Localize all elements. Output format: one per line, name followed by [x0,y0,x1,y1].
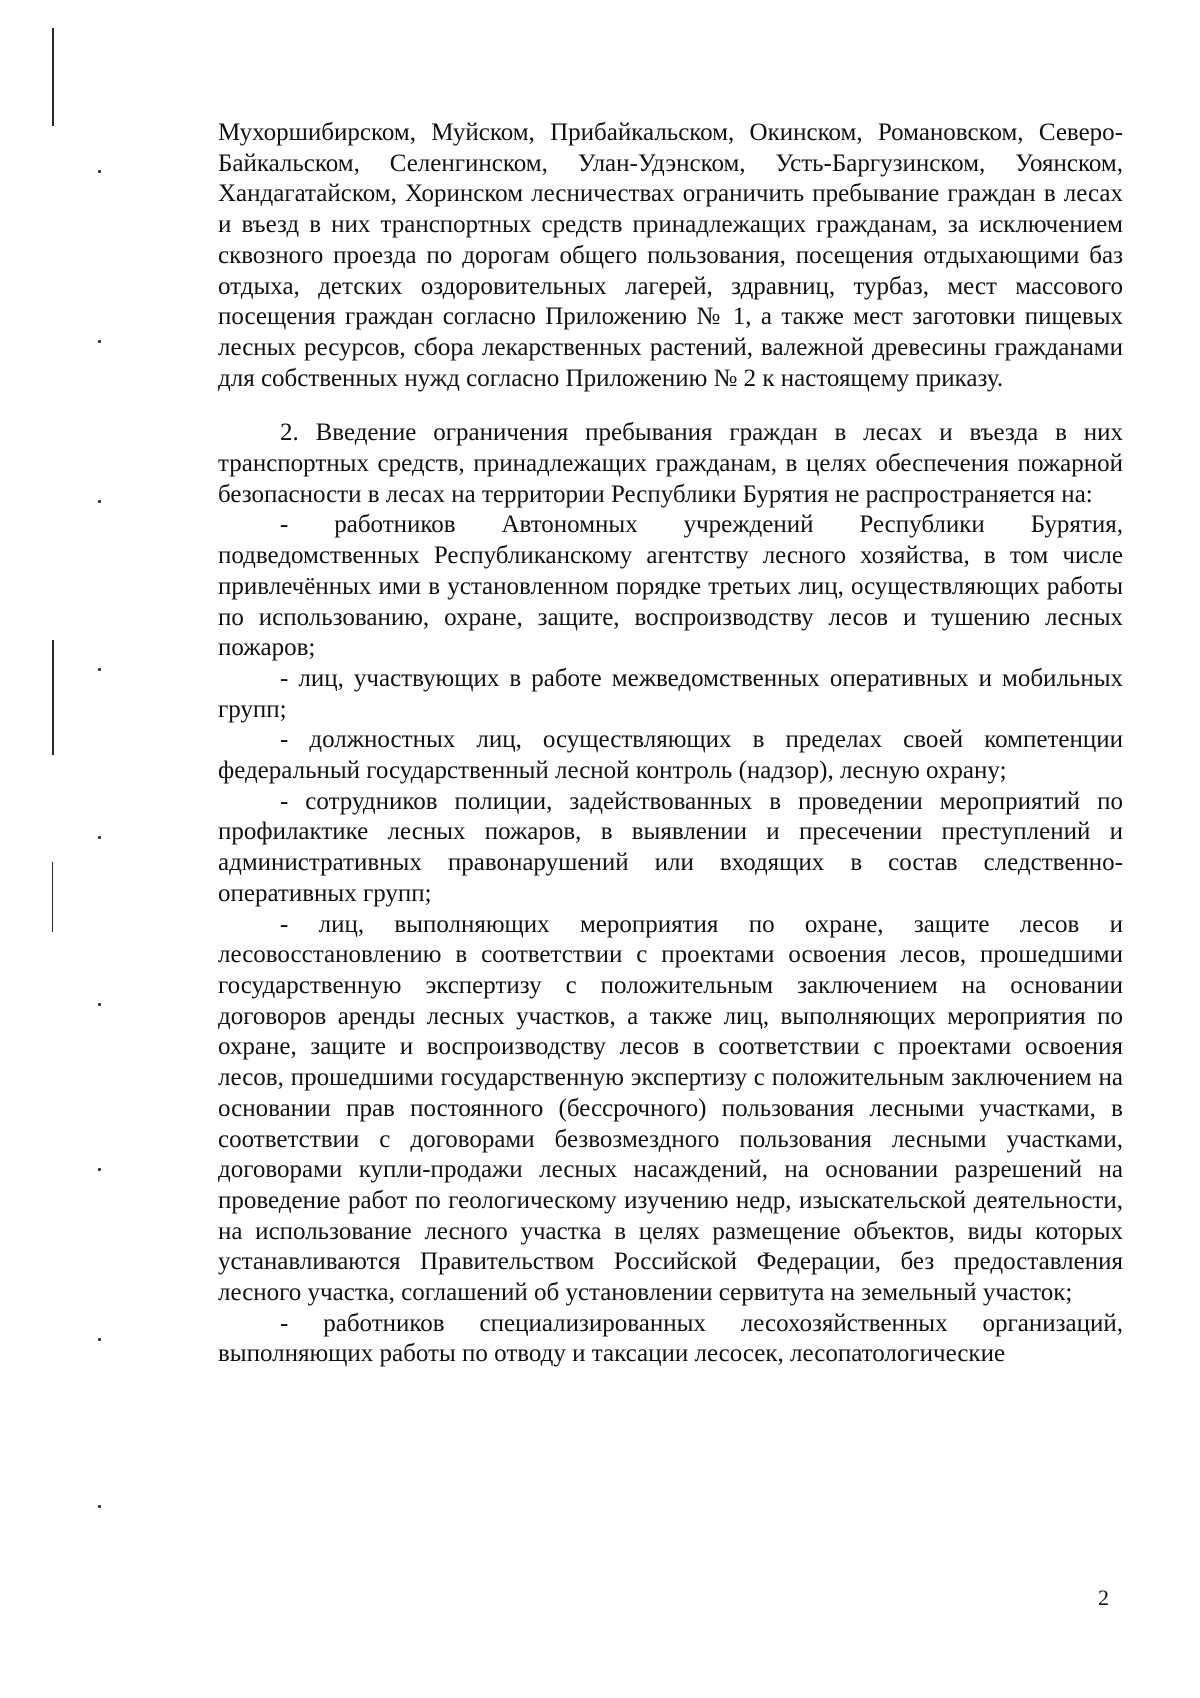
exemption-item: - работников Автономных учреждений Республики Бурятия, подведомственных Республиканскому агентству лесного хозяйства, в том числе привлечённых ими в установленном порядке третьих лиц, осуществляющих работы по использованию, охране, защите, воспроизводству лесов и тушению лесных пожаров; [218,511,1123,662]
scan-edge-line-mid [52,640,54,755]
exemption-item: - лиц, участвующих в работе межведомственных оперативных и мобильных групп; [218,664,1123,723]
intro-paragraph: Мухоршибирском, Муйском, Прибайкальском, Окинском, Романовском, Северо-Байкальском, Селенгинском, Улан-Удэнском, Усть-Баргузинском, Уоянском, Хандагатайском, Хоринском лесничествах ограничить пребывание граждан в лесах и въезд в них транспортных средств принадлежащих гражданам, за исключением сквозного проезда по дорогам общего пользования, посещения отдыхающими баз отдыха, детских оздоровительных лагерей, здравниц, турбаз, мест массового посещения граждан согласно Приложению № 1, а также мест заготовки пищевых лесных ресурсов, сбора лекарственных растений, валежной древесины гражданами для собственных нужд согласно Приложению № 2 к настоящему приказу. [218,119,1123,392]
scan-edge-line-top [52,28,54,126]
page-number: 2 [1098,1585,1109,1610]
section-2-paragraph: 2. Введение ограничения пребывания граждан в лесах и въезда в них транспортных средств, принадлежащих гражданам, в целях обеспечения пожарной безопасности в лесах на территории Республики Бурятия не распространяется на: [218,419,1123,508]
exemption-item: - лиц, выполняющих мероприятия по охране, защите лесов и лесовосстановлению в соответствии с проектами освоения лесов, прошедшими государственную экспертизу с положительным заключением на основании договоров аренды лесных участков, а также лиц, выполняющих мероприятия по охране, защите и воспроизводству лесов в соответствии с проектами освоения лесов, прошедшими государственную экспертизу с положительным заключением на основании прав постоянного (бессрочного) пользования лесными участками, в соответствии с договорами безвозмездного пользования лесными участками, договорами купли-продажи лесных насаждений, на основании разрешений на проведение работ по геологическому изучению недр, изыскательской деятельности, на использование лесного участка в целях размещение объектов, виды которых устанавливаются Правительством Российской Федерации, без предоставления лесного участка, соглашений об установлении сервитута на земельный участок; [218,910,1123,1307]
scan-edge-line-lower [52,862,53,932]
scan-mark [98,170,101,173]
scan-mark [98,1003,101,1006]
scan-mark [98,340,101,343]
exemption-item: - должностных лиц, осуществляющих в пределах своей компетенции федеральный государственный лесной контроль (надзор), лесную охрану; [218,726,1123,785]
scan-mark [98,668,101,671]
scan-mark [98,1338,101,1341]
scan-mark [98,1505,101,1508]
exemption-item: - работников специализированных лесохозяйственных организаций, выполняющих работы по отводу и таксации лесосек, лесопатологические [218,1309,1123,1368]
scan-mark [98,500,101,503]
exemption-item: - сотрудников полиции, задействованных в проведении мероприятий по профилактике лесных пожаров, в выявлении и пресечении преступлений и административных правонарушений или входящих в состав следственно-оперативных групп; [218,787,1123,907]
scan-mark [98,836,101,839]
document-body [218,118,1123,1370]
scan-mark [98,1168,101,1171]
